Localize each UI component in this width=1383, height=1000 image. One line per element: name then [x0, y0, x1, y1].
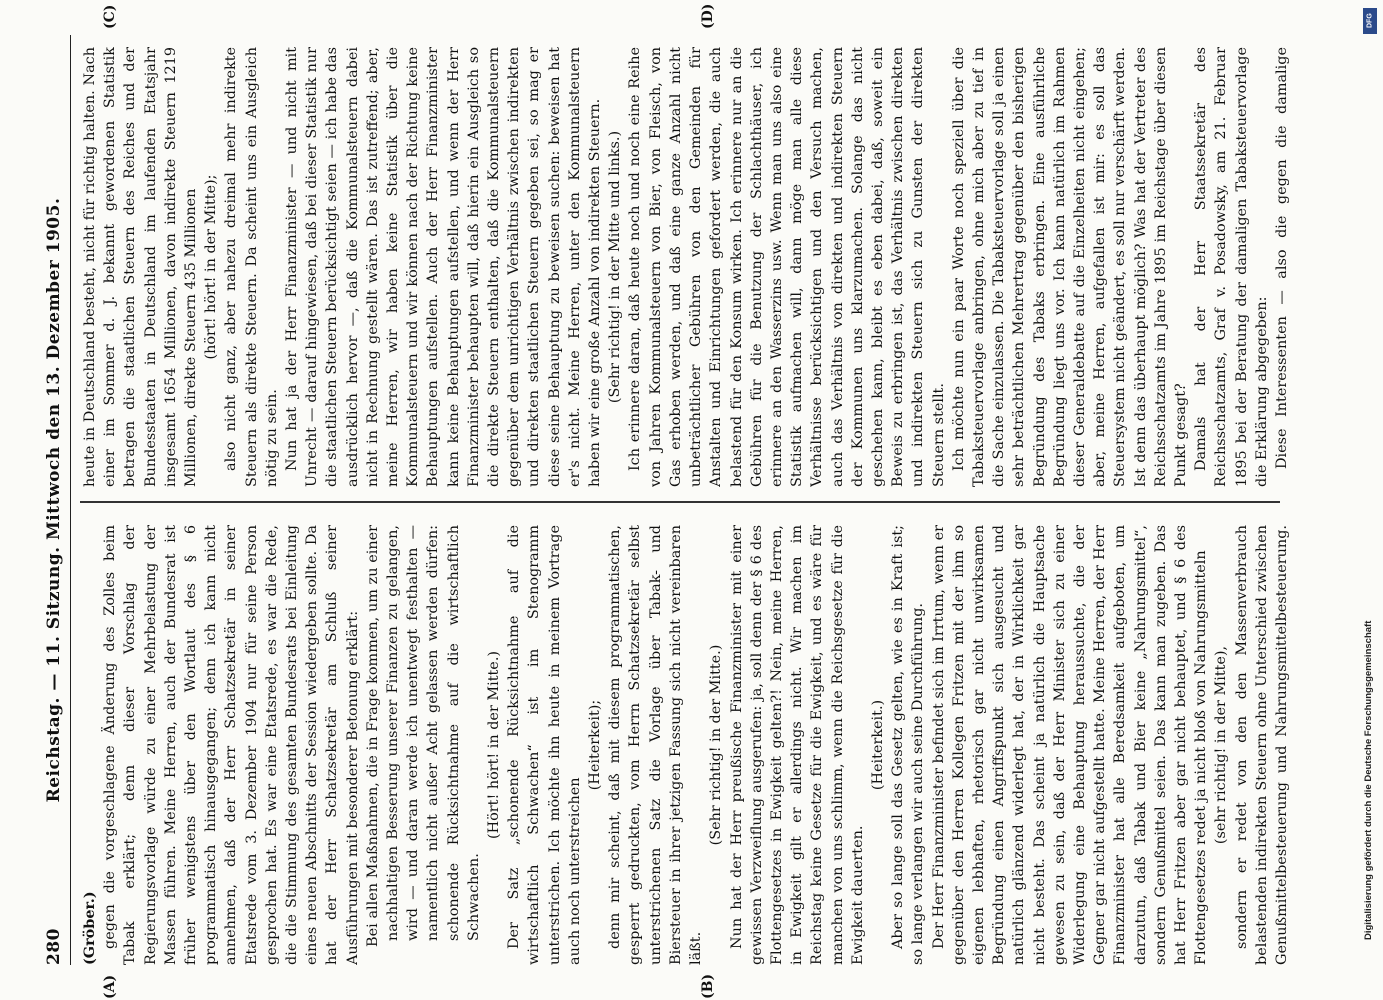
speaker-label: (Gröber.) [81, 891, 98, 965]
interjection: (Heiterkeit); [587, 699, 604, 791]
digitization-note: Digitalisierung gefördert durch die Deutsche Forschungsgemeinschaft [1363, 620, 1374, 940]
margin-marker-a: (A) [102, 974, 118, 999]
quote-paragraph: Bei allen Maßnahmen, die in Frage kommen, um zu einer nachhaltigen Besserung unserer Finanzen zu gelangen, wird — und daran werde ich unentwegt festhalten — namentlich nicht außer Acht gelassen werden dürfen: schonende Rücksichtnahme auf die wirtschaftlich Schwachen. [364, 525, 482, 947]
interjection: (Heiterkeit.) [869, 699, 886, 791]
paragraph: Damals hat der Herr Staatssekretär des Reichsschatzamts, Graf v. Posadowsky, am 21. Februar 1895 bei der Beratung der damaligen Tabaksteuervorlage die Erklärung abgegeben: [1193, 47, 1270, 487]
paragraph: also nicht ganz, aber nahezu dreimal mehr indirekte Steuern als direkte Steuern. Da scheint uns ein Ausgleich nötig zu sein. [223, 47, 280, 487]
paragraph: Ich möchte nun ein paar Worte noch speziell über die Tabaksteuervorlage anbringen, ohne mich aber zu tief in die Sache einzulassen. Die Tabaksteuervorlage soll ja einen sehr beträchtlichen Mehrertrag gegenüber den bisherigen Begründung des Tabaks erbringen. Eine ausführliche Begründung liegt uns vor. Ich kann natürlich im Rahmen dieser Generaldebatte auf die Einzelheiten nicht eingehen; aber, meine Herren, aufgefallen ist mir: es soll das Steuersystem nicht geändert, es soll nur verschärft werden. Ist denn das überhaupt möglich? Was hat der Vertreter des Reichsschatzamts im Jahre 1895 im Reichstage über diesen Punkt gesagt? [950, 47, 1189, 487]
digitization-sidebar [1357, 8, 1379, 948]
interjection: (Sehr richtig! in der Mitte.) [708, 644, 725, 846]
left-column [80, 525, 1290, 965]
page-header [40, 35, 71, 965]
margin-marker-c: (C) [102, 4, 118, 29]
paragraph: Der Satz „schonende Rücksichtnahme auf die wirtschaftlich Schwachen“ ist im Stenogramm unterstrichen. Ich möchte ihn heute in meinem Vortrage auch noch unterstreichen [506, 525, 583, 965]
margin-marker-d: (D) [700, 3, 716, 29]
page-number: 280 [44, 928, 64, 965]
dfg-logo: DFG [1363, 8, 1377, 34]
paragraph: sondern er redet von den den Massenverbrauch belastenden indirekten Steuern ohne Unterschied zwischen Genußmittelbesteuerung und Nahrungsmittelbesteuerung. [1233, 525, 1290, 965]
paragraph: gegen die vorgeschlagene Änderung des Zolles beim Tabak erklärt; denn dieser Vorschlag der Regierungsvorlage würde zu einer Mehrbelastung der Massen führen. Meine Herren, auch der Bundesrat ist früher wenigstens über den Wortlaut des § 6 programmatisch hinausgegangen; denn ich kann nicht annehmen, daß der Herr Schatzsekretär in seiner Etatsrede vom 3. Dezember 1904 nur für seine Person gesprochen hat. Es war eine Etatsrede, es war die Rede, die die Stimmung des gesamten Bundesrats bei Einleitung eines neuen Abschnitts der Session wiedergeben sollte. Da hat der Herr Schatzsekretär am Schluß seiner Ausführungen mit besonderer Betonung erklärt: [102, 525, 361, 965]
right-column [80, 47, 1290, 487]
paragraph: denn mir scheint, daß mit diesem programmatischen, gesperrt gedruckten, vom Herrn Schatzsekretär selbst unterstrichenen Satz die Vorlage über Tabak- und Biersteuer in ihrer jetzigen Fassung sich nicht vereinbaren läßt. [607, 525, 705, 965]
column-divider [80, 502, 1280, 504]
paragraph: Aber so lange soll das Gesetz gelten, wie es in Kraft ist; so lange verlangen wir auch seine Durchführung. [890, 525, 927, 965]
paragraph: Der Herr Finanzminister befindet sich im Irrtum, wenn er gegenüber den Herren Kollegen Fritzen mit der ihm so eigenen lebhaften, rhetorisch gar nicht unwirksamen Begründung einen Angriffspunkt sich ausgesucht und natürlich glänzend widerlegt hat, der in Wirklichkeit gar nicht besteht. Das scheint ja natürlich die Hauptsache gewesen zu sein, daß der Herr Minister sich zu einer Widerlegung eine Behauptung heraussuchte, die der Gegner gar nicht aufgestellt hatte. Meine Herren, der Herr Finanzminister hat alle Beredsamkeit aufgeboten, um darzutun, daß Tabak und Bier keine „Nahrungsmittel“, sondern Genußmittel seien. Das kann man zugeben. Das hat Herr Fritzen aber gar nicht behauptet, und § 6 des Flottengesetzes redet ja nicht bloß von Nahrungsmitteln [930, 525, 1210, 965]
interjection: (Sehr richtig! in der Mitte und links.) [607, 130, 624, 404]
quote-paragraph: Diese Interessenten — also die gegen die damalige [1273, 47, 1290, 469]
interjection: (hört! hört! in der Mitte); [203, 174, 220, 360]
paragraph: Nun hat ja der Herr Finanzminister — und nicht mit Unrecht — darauf hingewiesen, daß bei dieser Statistik nur die staatlichen Steuern berücksichtigt seien — ich habe das ausdrücklich hervor —, daß die Kommunalsteuern dabei nicht in Rechnung gestellt wären. Das ist zutreffend; aber, meine Herren, wir haben keine Statistik über die Kommunalsteuern und wir können nach der Richtung keine Behauptungen aufstellen. Auch der Herr Finanzminister kann keine Behauptungen aufstellen, und wenn der Herr Finanzminister behaupten will, daß hierin ein Ausgleich so die direkte Steuern enthalten, daß die Kommunalsteuern gegenüber dem unrichtigen Verhältnis zwischen indirekten und direkten staatlichen Steuern gegeben sei, so mag er diese seine Behauptung zu beweisen suchen: beweisen hat er's nicht. Meine Herren, unter den Kommunalsteuern haben wir eine große Anzahl von indirekten Steuern. [284, 47, 604, 487]
paragraph: heute in Deutschland besteht, nicht für richtig halten. Nach einer im Sommer d. J. bekannt gewordenen Statistik betragen die staatlichen Steuern des Reiches und der Bundesstaaten in Deutschland im laufenden Etatsjahr insgesamt 1654 Millionen, davon indirekte Steuern 1219 Millionen, direkte Steuern 435 Millionen [82, 47, 200, 487]
paragraph: Ich erinnere daran, daß heute noch und noch eine Reihe von Jahren Kommunalsteuern von Bier, von Fleisch, von Gas erhoben werden, und daß eine ganze Anzahl nicht unbeträchtlicher Gebühren von den Gemeinden für Anstalten und Einrichtungen gefordert werden, die auch belastend für den Konsum wirken. Ich erinnere nur an die Gebühren für die Benutzung der Schlachthäuser, ich erinnere an den Wasserzins usw. Wenn man uns also eine Statistik aufmachen will, dann möge man alle diese Verhältnisse berücksichtigen und den Versuch machen, auch das Verhältnis von direkten und indirekten Steuern der Kommunen uns klarzumachen. Solange das nicht geschehen kann, bleibt es eben dabei, daß, soweit ein Beweis zu erbringen ist, das Verhältnis zwischen direkten und indirekten Steuern sich zu Gunsten der direkten Steuern stellt. [627, 47, 947, 487]
page-title: Reichstag. — 11. Sitzung. Mittwoch den 13. Dezember 1905. [44, 197, 64, 803]
paragraph: Nun hat der Herr preußische Finanzminister mit einer gewissen Verzweiflung ausgerufen: ja, soll denn der § 6 des Flottengesetzes in Ewigkeit gelten?! Nein, meine Herren, in Ewigkeit gilt er allerdings nicht. Wir machen im Reichstag keine Gesetze für die Ewigkeit, und es wäre für manchen von uns schlimm, wenn die Reichsgesetze für die Ewigkeit dauerten. [728, 525, 866, 965]
margin-marker-b: (B) [700, 973, 716, 999]
rotated-page-content [40, 3, 1300, 999]
interjection: (Hört! hört! in der Mitte.) [486, 650, 503, 840]
interjection: (sehr richtig! in der Mitte), [1213, 645, 1230, 845]
